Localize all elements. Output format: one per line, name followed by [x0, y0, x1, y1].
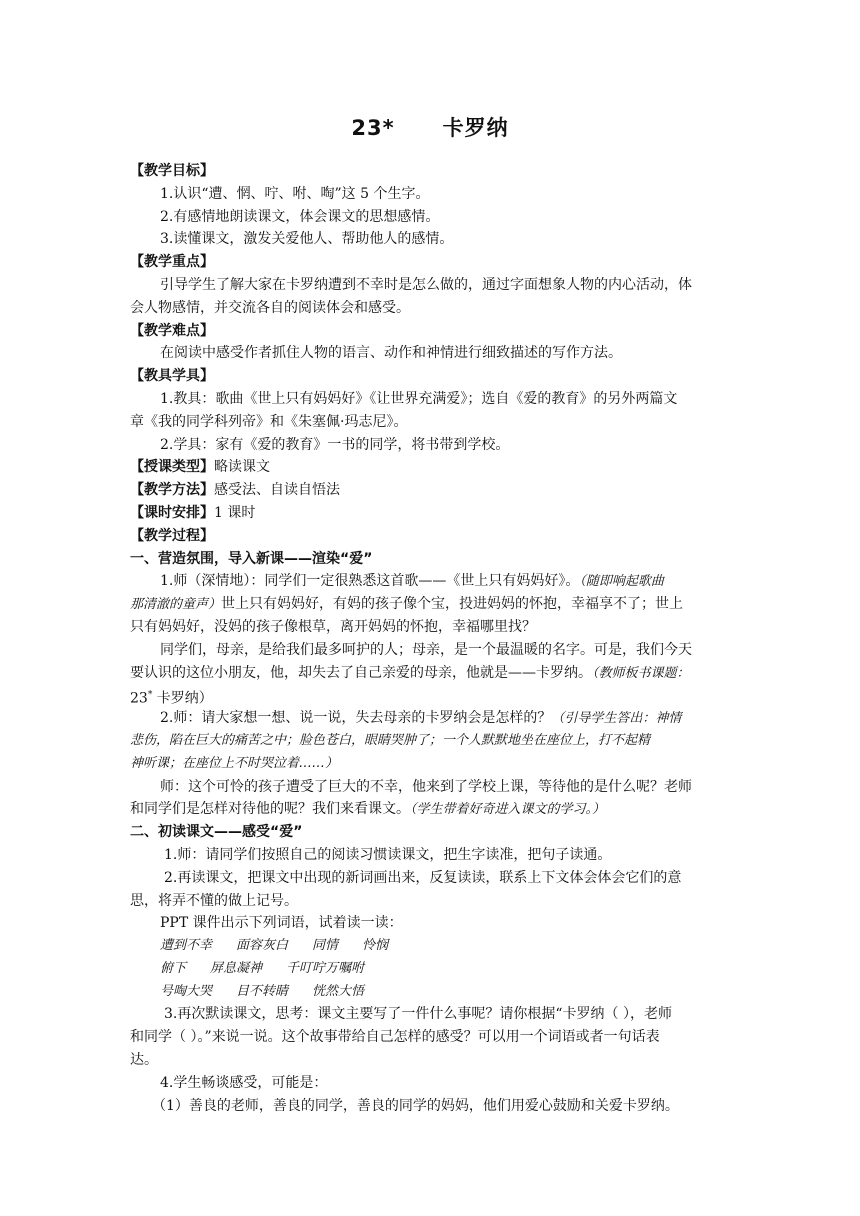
vocab-word: 恍然大悟 — [312, 983, 365, 999]
section2-text: 3.再次默读课文，思考：课文主要写了一件什么事呢？请你根据“卡罗纳（ ），老师 — [164, 1006, 672, 1023]
text-span: 要认识的这位小朋友，他，却失去了自己亲爱的母亲，他就是——卡罗纳。 — [130, 664, 592, 681]
section1-text — [130, 707, 730, 730]
tools-text: 章《我的同学科列帝》和《朱塞佩·玛志尼》。 — [130, 413, 408, 430]
goal-heading: 【教学目标】 — [130, 163, 214, 179]
tools-heading: 【教具学具】 — [130, 368, 214, 385]
italic-note: （学生带着好奇进入课文的学习。） — [410, 802, 606, 818]
vocab-word: 同情 — [312, 938, 339, 954]
section2-text: 思，将弄不懂的做上记号。 — [130, 892, 298, 909]
tools-text: 2.学具：家有《爱的教育》一书的同学，将书带到学校。 — [160, 436, 510, 453]
section2-text: （1）善良的老师，善良的同学，善良的同学的妈妈，他们用爱心鼓励和关爱卡罗纳。 — [152, 1097, 679, 1114]
vocab-word: 号啕大哭 — [160, 983, 213, 999]
type-heading: 【授课类型】 — [130, 459, 214, 476]
section2-text: 和同学（ ）。”来说一说。这个故事带给自己怎样的感受？可以用一个词语或者一句话表 — [130, 1029, 660, 1046]
time-row — [130, 502, 730, 525]
section1-text: 同学们，母亲，是给我们最多呵护的人；母亲，是一个最温暖的名字。可是，我们今天 — [160, 641, 692, 658]
text-span: 23 — [130, 690, 148, 707]
text-span: 卡罗纳） — [152, 690, 213, 707]
difficult-text: 在阅读中感受作者抓住人物的语言、动作和神情进行细致描述的写作方法。 — [160, 345, 622, 362]
document-body — [130, 160, 730, 1117]
type-row — [130, 456, 730, 479]
goal-item: 3.读懂课文，激发关爱他人、帮助他人的感情。 — [160, 231, 454, 248]
section1-text — [130, 798, 730, 821]
time-value: 1 课时 — [214, 504, 256, 521]
process-heading: 【教学过程】 — [130, 527, 214, 544]
section2-text: 4.学生畅谈感受，可能是： — [160, 1074, 328, 1091]
key-text: 会人物感情，并交流各自的阅读体会和感受。 — [130, 299, 410, 316]
goal-item: 1.认识“遭、惘、咛、咐、啕”这 5 个生字。 — [160, 185, 430, 202]
italic-note: （教师板书课题： — [592, 665, 690, 681]
italic-note: 神听课；在座位上不时哭泣着……） — [130, 755, 339, 771]
italic-note: （随即响起歌曲 — [579, 574, 664, 590]
key-text: 引导学生了解大家在卡罗纳遭到不幸时是怎么做的，通过字面想象人物的内心活动，体 — [160, 276, 692, 293]
section2-text: 1.师：请同学们按照自己的阅读习惯读课文，把生字读准，把句子读通。 — [164, 846, 612, 863]
section1-text: 只有妈妈好，没妈的孩子像根草，离开妈妈的怀抱，幸福哪里找？ — [130, 618, 536, 635]
section1-text — [130, 593, 730, 616]
text-span: 世上只有妈妈好，有妈的孩子像个宝，投进妈妈的怀抱，幸福享不了；世上 — [221, 596, 684, 613]
italic-note: （引导学生答出：神情 — [551, 711, 682, 727]
section1-text — [130, 570, 730, 593]
method-heading: 【教学方法】 — [130, 482, 214, 499]
vocab-word: 面容灰白 — [236, 938, 289, 954]
lesson-number: 23* — [351, 116, 395, 140]
text-span: 和同学们是怎样对待他的呢？我们来看课文。 — [130, 801, 410, 818]
section1-text: 师：这个可怜的孩子遭受了巨大的不幸，他来到了学校上课，等待他的是什么呢？老师 — [160, 778, 692, 795]
vocab-word: 俯下 — [160, 960, 187, 976]
text-span: 1.师（深情地）：同学们一定很熟悉这首歌——《世上只有妈妈好》。 — [160, 573, 580, 590]
vocab-word: 千叮咛万嘱咐 — [286, 960, 365, 976]
italic-note: 悲伤，陷在巨大的痛苦之中；脸色苍白，眼睛哭肿了；一个人默默地坐在座位上，打不起精 — [130, 732, 651, 748]
lesson-title — [0, 112, 860, 142]
section1-text — [130, 662, 730, 685]
vocab-word: 遭到不幸 — [160, 938, 213, 954]
section1-text — [130, 684, 730, 707]
section2-text: PPT 课件出示下列词语，试着读一读： — [160, 915, 403, 932]
method-row — [130, 479, 730, 502]
lesson-name: 卡罗纳 — [442, 116, 509, 140]
section2-text: 2.再读课文，把课文中出现的新词画出来，反复读读，联系上下文体会体会它们的意 — [164, 869, 682, 886]
vocab-row — [130, 981, 730, 1004]
vocab-word: 怜悯 — [362, 938, 389, 954]
section2-heading: 二、初读课文——感受“爱” — [130, 824, 303, 841]
vocab-row — [130, 935, 730, 958]
type-value: 略读课文 — [214, 459, 270, 476]
tools-text: 1.教具：歌曲《世上只有妈妈好》《让世界充满爱》；选自《爱的教育》的另外两篇文 — [160, 390, 678, 407]
method-value: 感受法、自读自悟法 — [214, 482, 340, 499]
section2-text: 达。 — [130, 1052, 158, 1069]
superscript: * — [147, 690, 153, 701]
vocab-word: 目不转睛 — [236, 983, 289, 999]
vocab-row — [130, 958, 730, 981]
difficult-heading: 【教学难点】 — [130, 322, 214, 339]
section1-heading: 一、营造氛围，导入新课——渲染“爱” — [130, 550, 373, 567]
time-heading: 【课时安排】 — [130, 504, 214, 521]
text-span: 2.师：请大家想一想、说一说，失去母亲的卡罗纳会是怎样的？ — [160, 710, 552, 727]
goal-item: 2.有感情地朗读课文，体会课文的思想感情。 — [160, 208, 440, 225]
italic-note: 那清澈的童声） — [130, 597, 222, 613]
key-heading: 【教学重点】 — [130, 254, 214, 271]
vocab-word: 屏息凝神 — [210, 960, 263, 976]
